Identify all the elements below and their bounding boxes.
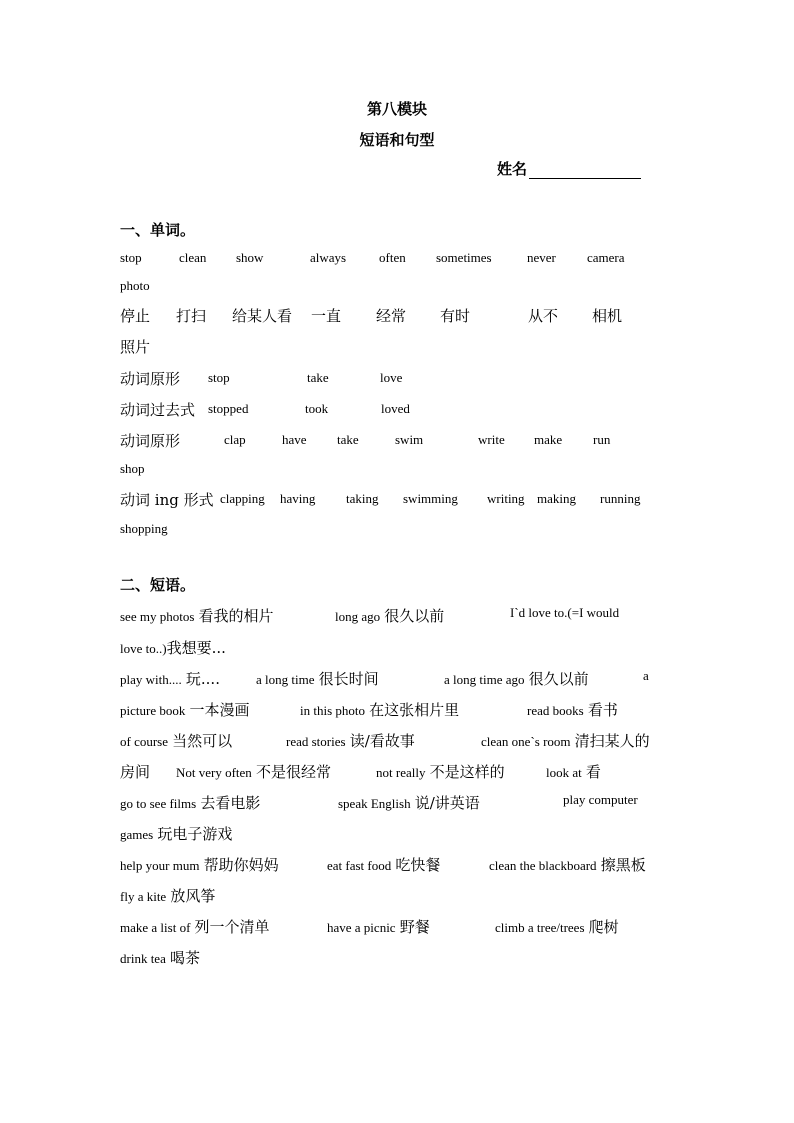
phrase-item: go to see films 去看电影	[120, 794, 261, 812]
chinese-word: 打扫	[176, 307, 207, 325]
english-word: sometimes	[436, 250, 492, 265]
phrase-item: read books 看书	[527, 701, 618, 719]
chinese-word: 给某人看	[232, 307, 293, 325]
verb-word: shop	[120, 461, 145, 476]
verb-word: swimming	[403, 491, 458, 506]
phrase-item: have a picnic 野餐	[327, 918, 430, 936]
phrase-item: look at 看	[546, 763, 601, 781]
phrase-item: play with.... 玩....	[120, 670, 220, 688]
verb-word: taking	[346, 491, 379, 506]
verb-word: having	[280, 491, 316, 506]
phrase-item: play computer	[563, 792, 638, 807]
phrase-item: clean the blackboard 擦黑板	[489, 856, 646, 874]
phrase-item: a long time 很长时间	[256, 670, 379, 688]
english-word: often	[379, 250, 406, 265]
phrase-item: Not very often 不是很经常	[176, 763, 331, 781]
phrase-item: I`d love to.(=I would	[510, 605, 620, 620]
phrase-item: not really 不是这样的	[376, 763, 505, 781]
verb-word: clapping	[220, 491, 265, 506]
row-label: 动词 ing 形式	[120, 491, 214, 509]
phrase-item: clean one`s room 清扫某人的	[481, 732, 650, 750]
phrase-item: speak English 说/讲英语	[338, 794, 480, 812]
verb-word: took	[305, 401, 329, 416]
name-field	[497, 158, 641, 179]
row-label: 动词过去式	[120, 401, 196, 419]
row-label: 动词原形	[120, 370, 181, 388]
verb-word: make	[534, 432, 563, 447]
verb-word: stop	[208, 370, 230, 385]
verb-word: running	[600, 491, 641, 506]
verb-word: stopped	[208, 401, 249, 416]
name-blank-line	[529, 162, 641, 179]
english-word: never	[527, 250, 556, 265]
phrase-item: climb a tree/trees 爬树	[495, 918, 619, 936]
verb-word: swim	[395, 432, 424, 447]
chinese-word: 有时	[440, 307, 471, 325]
phrase-item: of course 当然可以	[120, 732, 233, 750]
phrase-item: a long time ago 很久以前	[444, 670, 589, 688]
verb-word: clap	[224, 432, 246, 447]
verb-word: take	[307, 370, 329, 385]
phrase-item: long ago 很久以前	[335, 607, 445, 625]
verb-word: shopping	[120, 521, 168, 536]
verb-word: love	[380, 370, 403, 385]
verb-word: write	[478, 432, 505, 447]
section2-heading: 二、短语。	[120, 576, 196, 594]
chinese-word: 停止	[120, 307, 151, 325]
verb-word: making	[537, 491, 576, 506]
chinese-word: 相机	[592, 307, 623, 325]
phrase-item: games 玩电子游戏	[120, 825, 233, 843]
phrase-item: 房间	[120, 763, 151, 781]
phrase-item: fly a kite 放风筝	[120, 887, 216, 905]
english-word: stop	[120, 250, 142, 265]
chinese-word: 一直	[311, 307, 342, 325]
phrase-item: see my photos 看我的相片	[120, 607, 274, 625]
verb-word: loved	[381, 401, 410, 416]
phrase-item: drink tea 喝茶	[120, 949, 200, 967]
phrase-item: a	[643, 668, 649, 683]
english-word: clean	[179, 250, 207, 265]
verb-word: have	[282, 432, 307, 447]
phrase-item: love to..)我想要...	[120, 639, 226, 657]
english-word: photo	[120, 278, 150, 293]
verb-word: run	[593, 432, 611, 447]
verb-word: writing	[487, 491, 525, 506]
page-subtitle: 短语和句型	[359, 131, 435, 149]
phrase-item: in this photo 在这张相片里	[300, 701, 460, 719]
row-label: 动词原形	[120, 432, 181, 450]
english-word: show	[236, 250, 264, 265]
phrase-item: picture book 一本漫画	[120, 701, 250, 719]
phrase-item: help your mum 帮助你妈妈	[120, 856, 279, 874]
english-word: camera	[587, 250, 625, 265]
chinese-word: 照片	[120, 338, 151, 356]
phrase-item: read stories 读/看故事	[286, 732, 415, 750]
section1-heading: 一、单词。	[120, 221, 196, 239]
phrase-item: make a list of 列一个清单	[120, 918, 270, 936]
chinese-word: 从不	[528, 307, 559, 325]
page-title: 第八模块	[366, 100, 427, 118]
verb-word: take	[337, 432, 359, 447]
phrase-item: eat fast food 吃快餐	[327, 856, 441, 874]
chinese-word: 经常	[376, 307, 407, 325]
english-word: always	[310, 250, 347, 265]
name-label: 姓名	[497, 160, 528, 178]
